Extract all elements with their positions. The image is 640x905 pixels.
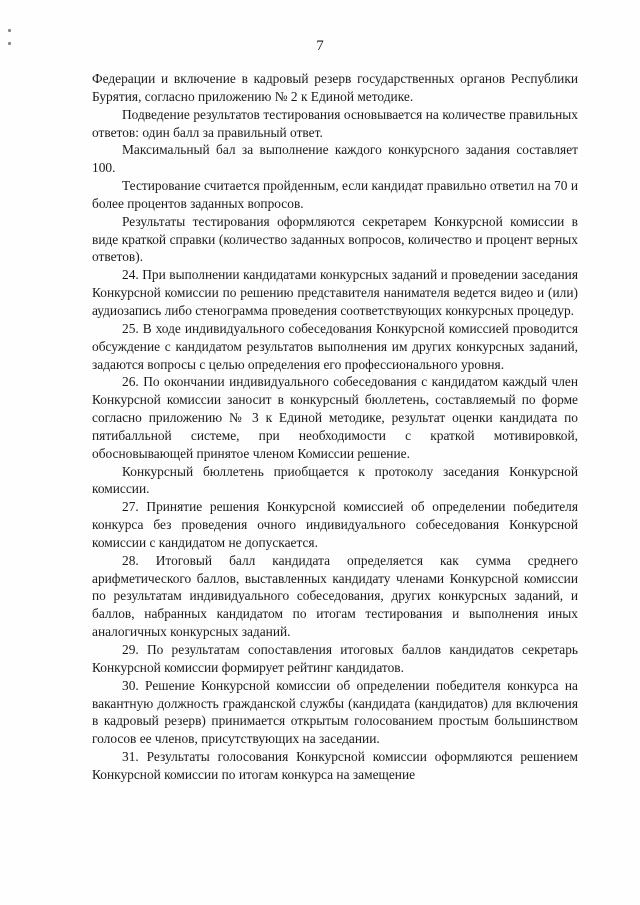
scan-mark [8,29,11,32]
paragraph-28: 28. Итоговый балл кандидата определяется как сумма среднего арифметического баллов, выставленных кандидату членами Конкурсной комиссии по результатам индивидуального собеседования, других конкурсных заданий, и баллов, набранных кандидатом по итогам тестирования и выполнения иных аналогичных конкурсных заданий. [92,552,578,640]
page-number: 7 [316,38,324,54]
paragraph: Федерации и включение в кадровый резерв государственных органов Республики Бурятия, согласно приложению № 2 к Единой методике. [92,71,578,104]
paragraph: Максимальный бал за выполнение каждого конкурсного задания составляет 100. [92,142,578,176]
paragraph-29: 29. По результатам сопоставления итоговых баллов кандидатов секретарь Конкурсной комиссии формирует рейтинг кандидатов. [92,642,578,675]
paragraph: Конкурсный бюллетень приобщается к протоколу заседания Конкурсной комиссии. [92,463,578,497]
paragraph-25: 25. В ходе индивидуального собеседования Конкурсной комиссией проводится обсуждение с кандидатом результатов выполнения им других конкурсных заданий, задаются вопросы с целью определения его профессионального уровня. [92,320,578,372]
paragraph-27: 27. Принятие решения Конкурсной комиссией об определении победителя конкурса без проведения очного индивидуального собеседования Конкурсной комиссии с кандидатом не допускается. [92,499,578,550]
paragraph-31: 31. Результаты голосования Конкурсной комиссии оформляются решением Конкурсной комиссии по итогам конкурса на замещение [92,749,578,782]
paragraph-26: 26. По окончании индивидуального собеседования с кандидатом каждый член Конкурсной комиссии заносит в конкурсный бюллетень, составляемый по форме согласно приложению № 3 к Единой методике, результат оценки кандидата по пятибалльной системе, при необходимости с краткой мотивировкой, обосновывающей принятое членом Комиссии решение. [92,374,578,461]
paragraph: Результаты тестирования оформляются секретарем Конкурсной комиссии в виде краткой справки (количество заданных вопросов, количество и процент верных ответов). [92,213,578,265]
paragraph-24: 24. При выполнении кандидатами конкурсных заданий и проведении заседания Конкурсной комиссии по решению представителя нанимателя ведется видео и (или) аудиозапись либо стенограмма проведения соответствующих конкурсных процедур. [92,267,578,318]
paragraph: Тестирование считается пройденным, если кандидат правильно ответил на 70 и более процентов заданных вопросов. [92,178,578,211]
paragraph-30: 30. Решение Конкурсной комиссии об определении победителя конкурса на вакантную должность гражданской службы (кандидата (кандидатов) для включения в кадровый резерв) принимается открытым голосованием простым большинством голосов ее членов, присутствующих на заседании. [92,677,578,747]
paragraph: Подведение результатов тестирования основывается на количестве правильных ответов: один балл за правильный ответ. [92,106,578,140]
document-body [92,70,578,784]
